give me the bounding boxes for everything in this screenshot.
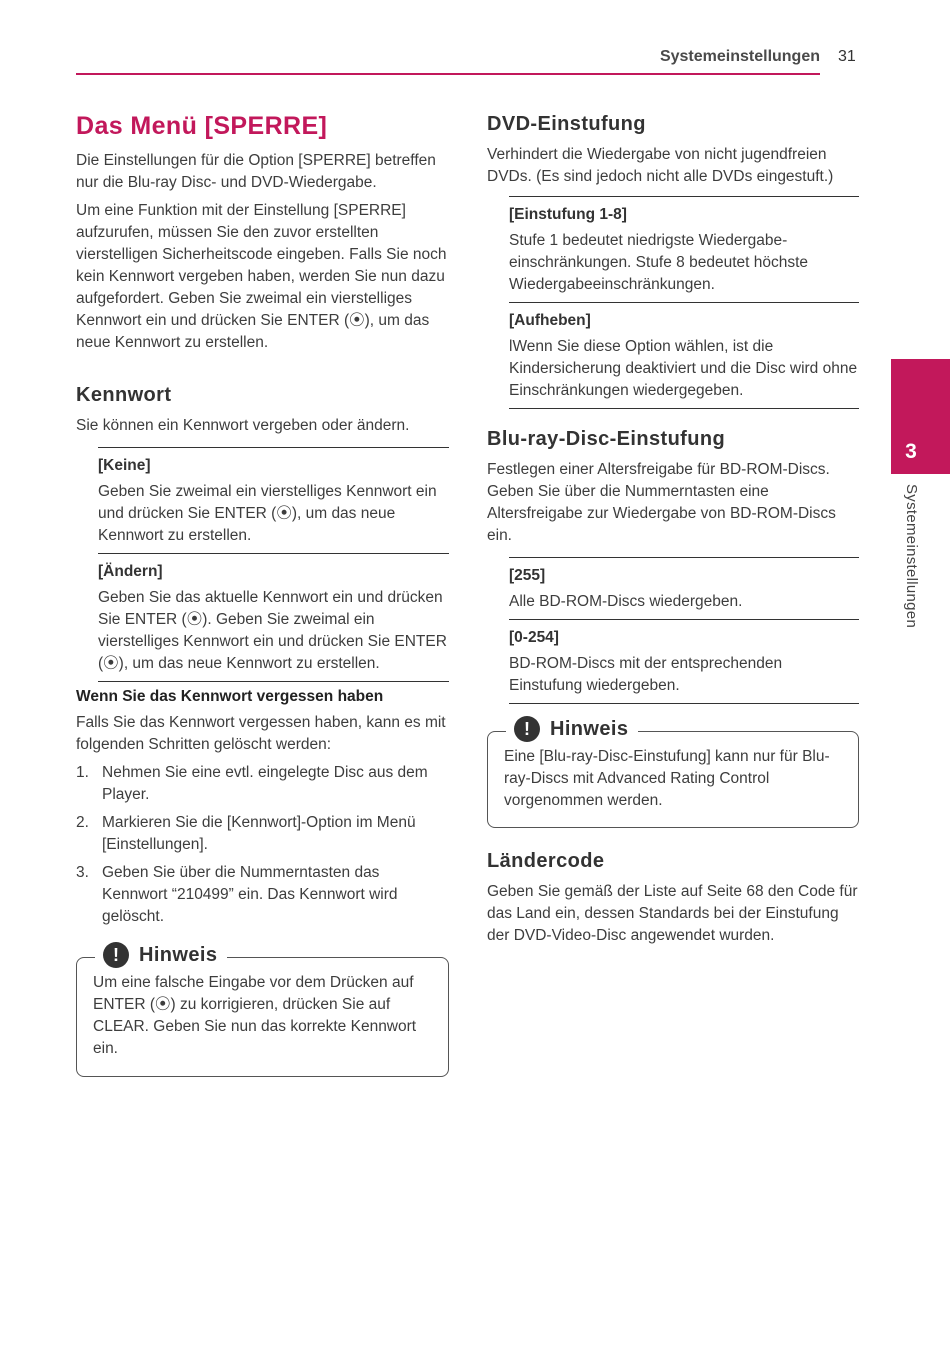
step-number: 3. <box>76 864 89 881</box>
page-title: Das Menü [SPERRE] <box>76 112 328 140</box>
note-header <box>95 942 227 968</box>
dvd-description: Verhindert die Wiedergabe von nicht jugendfreien DVDs. (Es sind jedoch nicht alle DVDs eingestuft.) <box>487 146 834 185</box>
note-header <box>506 716 638 742</box>
dvd-heading: DVD-Einstufung <box>487 113 646 135</box>
forgot-heading: Wenn Sie das Kennwort vergessen haben <box>76 688 384 705</box>
steps-list <box>76 762 449 928</box>
note-text: Um eine falsche Eingabe vor dem Drücken auf ENTER (⦿) zu korrigieren, drücken Sie auf CLEAR. Geben Sie nun das korrekte Kennwort ein. <box>93 974 417 1057</box>
list-item <box>76 762 449 806</box>
option-description: lWenn Sie diese Option wählen, ist die Kindersicherung deaktiviert und die Disc wird ohne Einschränkungen wiedergegeben. <box>509 338 858 399</box>
chapter-number: 3 <box>905 440 917 463</box>
note-text: Eine [Blu-ray-Disc-Einstufung] kann nur für Blu-ray-Discs mit Advanced Rating Control vorgenommen werden. <box>504 748 830 809</box>
option-keine <box>98 447 449 553</box>
forgot-description: Falls Sie das Kennwort vergessen haben, kann es mit folgenden Schritten gelöscht werden: <box>76 714 446 753</box>
kennwort-heading: Kennwort <box>76 384 172 406</box>
option-description: BD-ROM-Discs mit der entsprechenden Einstufung wiedergeben. <box>509 655 783 694</box>
note-title: Hinweis <box>550 717 629 740</box>
intro-paragraph-2: Um eine Funktion mit der Einstellung [SPERRE] aufzurufen, müssen Sie den zuvor erstellten vierstelligen Sicherheitscode eingeben. Falls Sie noch kein Kennwort vergeben haben, werden Sie nun dazu aufgefordert. Geben Sie zweimal ein vierstelliges Kennwort ein und drücken Sie ENTER (⦿), um das neue Kennwort zu erstellen. <box>76 202 447 351</box>
option-einstufung <box>509 196 859 302</box>
step-text: Geben Sie über die Nummerntasten das Kennwort “210499” ein. Das Kennwort wird gelöscht. <box>102 864 398 925</box>
bluray-description: Festlegen einer Altersfreigabe für BD-ROM-Discs. Geben Sie über die Nummerntasten eine Altersfreigabe zur Wiedergabe von BD-ROM-Discs ein. <box>487 461 836 544</box>
step-text: Markieren Sie die [Kennwort]-Option im Menü [Einstellungen]. <box>102 814 416 853</box>
exclamation-icon: ! <box>103 942 129 968</box>
intro-paragraph: Die Einstellungen für die Option [SPERRE] betreffen nur die Blu-ray Disc- und DVD-Wiedergabe. <box>76 152 436 191</box>
chapter-label: Systemeinstellungen <box>903 484 920 629</box>
option-0-254 <box>509 619 859 704</box>
right-column <box>487 110 859 947</box>
option-aufheben <box>509 302 859 409</box>
option-label: [255] <box>509 567 546 584</box>
note-box <box>76 943 449 1077</box>
option-255 <box>509 557 859 619</box>
option-label: [Ändern] <box>98 563 163 580</box>
option-label: [Einstufung 1-8] <box>509 206 627 223</box>
step-number: 1. <box>76 764 89 781</box>
step-number: 2. <box>76 814 89 831</box>
laendercode-description: Geben Sie gemäß der Liste auf Seite 68 den Code für das Land ein, dessen Standards bei der Einstufung der DVD-Video-Disc angewendet wurden. <box>487 883 858 944</box>
laendercode-heading: Ländercode <box>487 850 605 872</box>
option-label: [0-254] <box>509 629 559 646</box>
option-description: Stufe 1 bedeutet niedrigste Wiedergabe-einschränkungen. Stufe 8 bedeutet höchste Wiedergabeeinschränkungen. <box>509 232 809 293</box>
left-column <box>76 110 449 1077</box>
option-description: Geben Sie zweimal ein vierstelliges Kennwort ein und drücken Sie ENTER (⦿), um das neue Kennwort zu erstellen. <box>98 483 437 544</box>
bluray-heading: Blu-ray-Disc-Einstufung <box>487 428 726 450</box>
option-description: Alle BD-ROM-Discs wiedergeben. <box>509 593 743 610</box>
exclamation-icon: ! <box>514 716 540 742</box>
page-number: 31 <box>838 48 856 65</box>
running-header-title: Systemeinstellungen <box>659 48 820 65</box>
option-label: [Aufheben] <box>509 312 591 329</box>
note-box <box>487 717 859 828</box>
step-text: Nehmen Sie eine evtl. eingelegte Disc aus dem Player. <box>102 764 428 803</box>
note-title: Hinweis <box>139 943 218 966</box>
option-aendern <box>98 553 449 682</box>
option-description: Geben Sie das aktuelle Kennwort ein und drücken Sie ENTER (⦿). Geben Sie zweimal ein vierstelliges Kennwort ein und drücken Sie ENTER (⦿), um das neue Kennwort zu erstellen. <box>98 589 447 672</box>
option-label: [Keine] <box>98 457 151 474</box>
header-rule <box>76 73 820 75</box>
list-item <box>76 862 449 928</box>
kennwort-description: Sie können ein Kennwort vergeben oder ändern. <box>76 417 410 434</box>
list-item <box>76 812 449 856</box>
